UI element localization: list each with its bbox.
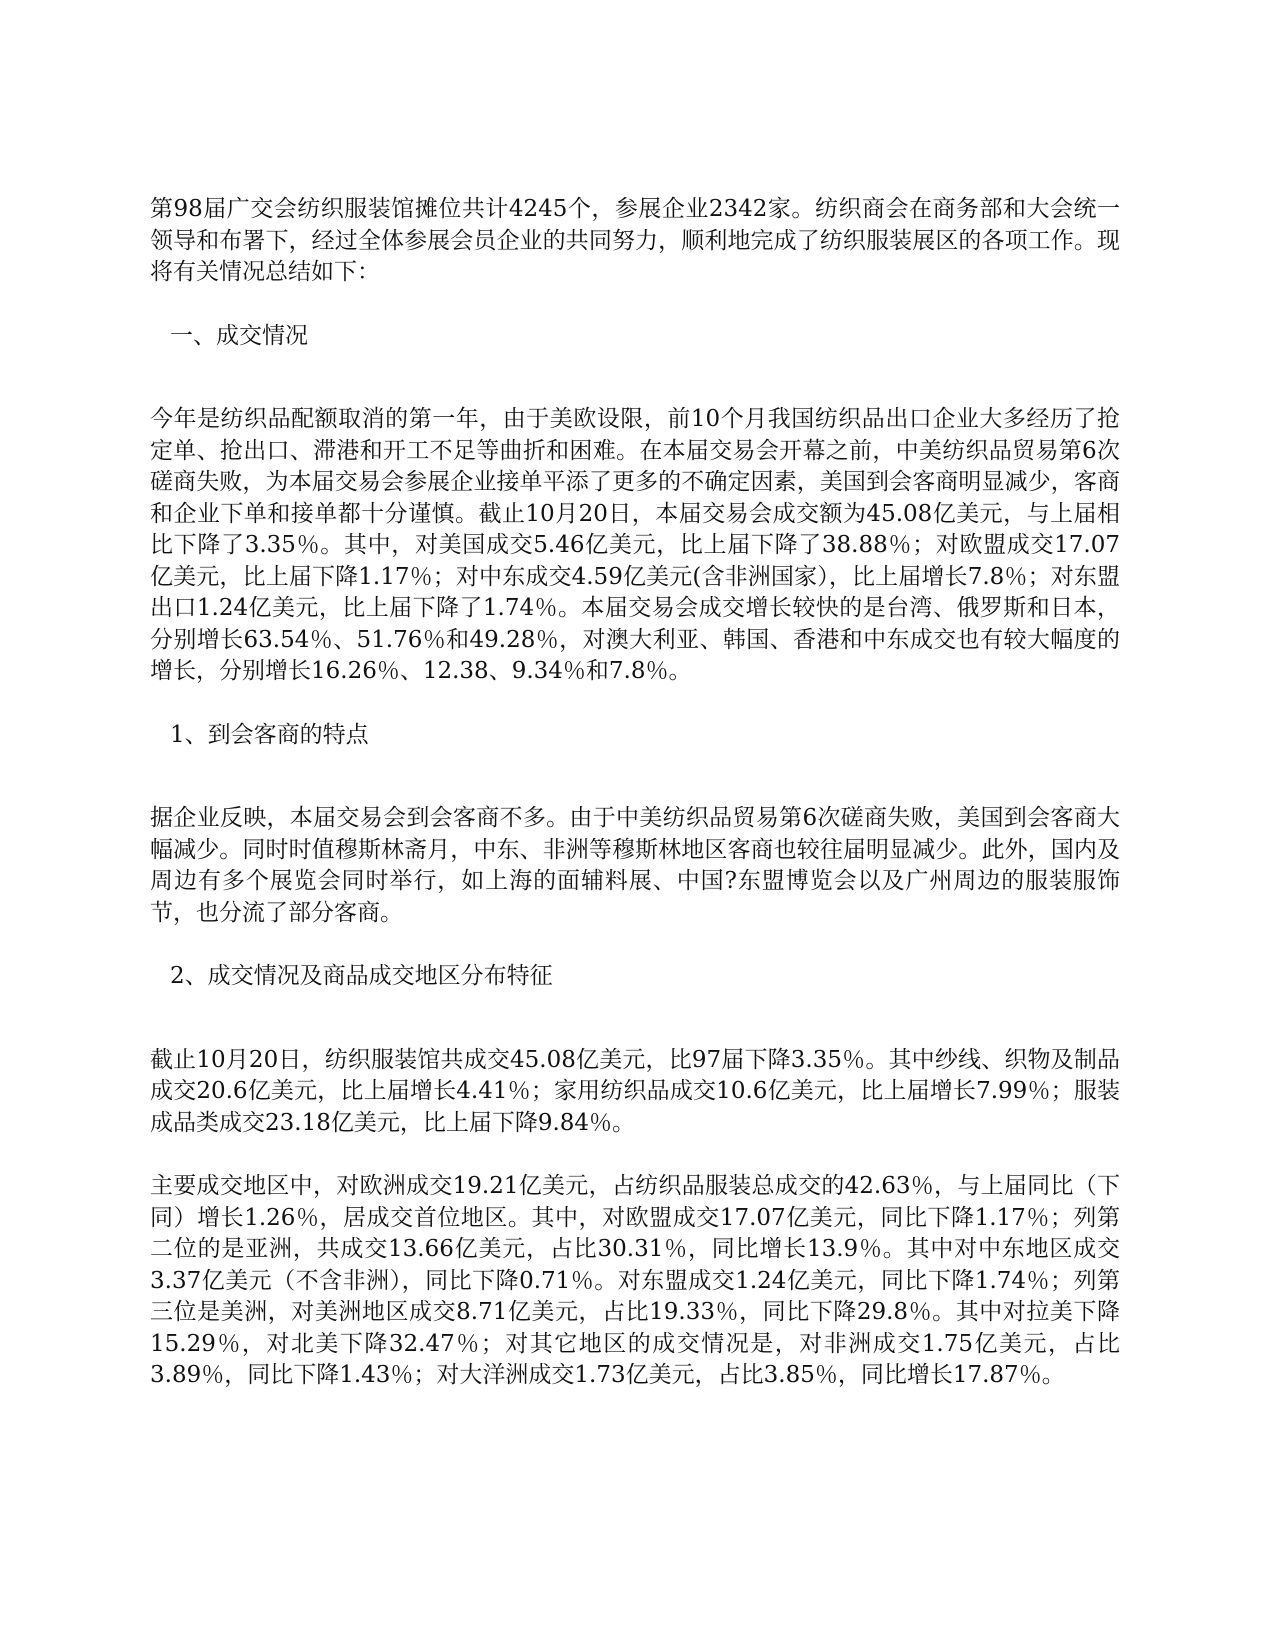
document-body [150, 194, 1120, 1424]
intro-paragraph: 第98届广交会纺织服装馆摊位共计4245个，参展企业2342家。纺织商会在商务部和大会统一领导和布署下，经过全体参展会员企业的共同努力，顺利地完成了纺织服装展区的各项工作。现将有关情况总结如下： [150, 196, 1120, 285]
deal-categories-paragraph: 截止10月20日，纺织服装馆共成交45.08亿美元，比97届下降3.35％。其中纱线、织物及制品成交20.6亿美元，比上届增长4.41％；家用纺织品成交10.6亿美元，比上届增长7.99％；服装成品类成交23.18亿美元，比上届下降9.84％。 [150, 1046, 1120, 1136]
subheading-deal-distribution: 2、成交情况及商品成交地区分布特征 [170, 963, 553, 989]
subheading-visitor-features: 1、到会客商的特点 [170, 721, 369, 748]
visitor-features-paragraph: 据企业反映，本届交易会到会客商不多。由于中美纺织品贸易第6次磋商失败，美国到会客商大幅减少。同时时值穆斯林斋月，中东、非洲等穆斯林地区客商也较往届明显减少。此外，国内及周边有多个展览会同时举行，如上海的面辅料展、中国?东盟博览会以及广州周边的服装服饰节，也分流了部分客商。 [150, 805, 1120, 926]
deals-overview-paragraph: 今年是纺织品配额取消的第一年，由于美欧设限，前10个月我国纺织品出口企业大多经历了抢定单、抢出口、滞港和开工不足等曲折和困难。在本届交易会开幕之前，中美纺织品贸易第6次磋商失败，为本届交易会参展企业接单平添了更多的不确定因素，美国到会客商明显减少，客商和企业下单和接单都十分谨慎。截止10月20日，本届交易会成交额为45.08亿美元，与上届相比下降了3.35％。其中，对美国成交5.46亿美元，比上届下降了38.88％；对欧盟成交17.07亿美元，比上届下降1.17％；对中东成交4.59亿美元(含非洲国家），比上届增长7.8％；对东盟出口1.24亿美元，比上届下降了1.74％。本届交易会成交增长较快的是台湾、俄罗斯和日本，分别增长63.54％、51.76％和49.28％，对澳大利亚、韩国、香港和中东成交也有较大幅度的增长，分别增长16.26％、12.38、9.34％和7.8％。 [150, 406, 1120, 684]
section-heading-deals: 一、成交情况 [170, 322, 308, 349]
deal-regions-paragraph: 主要成交地区中，对欧洲成交19.21亿美元，占纺织品服装总成交的42.63％，与上届同比（下同）增长1.26％，居成交首位地区。其中，对欧盟成交17.07亿美元，同比下降1.17％；列第二位的是亚洲，共成交13.66亿美元，占比30.31％，同比增长13.9％。其中对中东地区成交3.37亿美元（不含非洲），同比下降0.71％。对东盟成交1.24亿美元，同比下降1.74％；列第三位是美洲，对美洲地区成交8.71亿美元，占比19.33％，同比下降29.8％。其中对拉美下降15.29％，对北美下降32.47％；对其它地区的成交情况是，对非洲成交1.75亿美元，占比3.89％，同比下降1.43％；对大洋洲成交1.73亿美元，占比3.85％，同比增长17.87％。 [150, 1173, 1120, 1388]
